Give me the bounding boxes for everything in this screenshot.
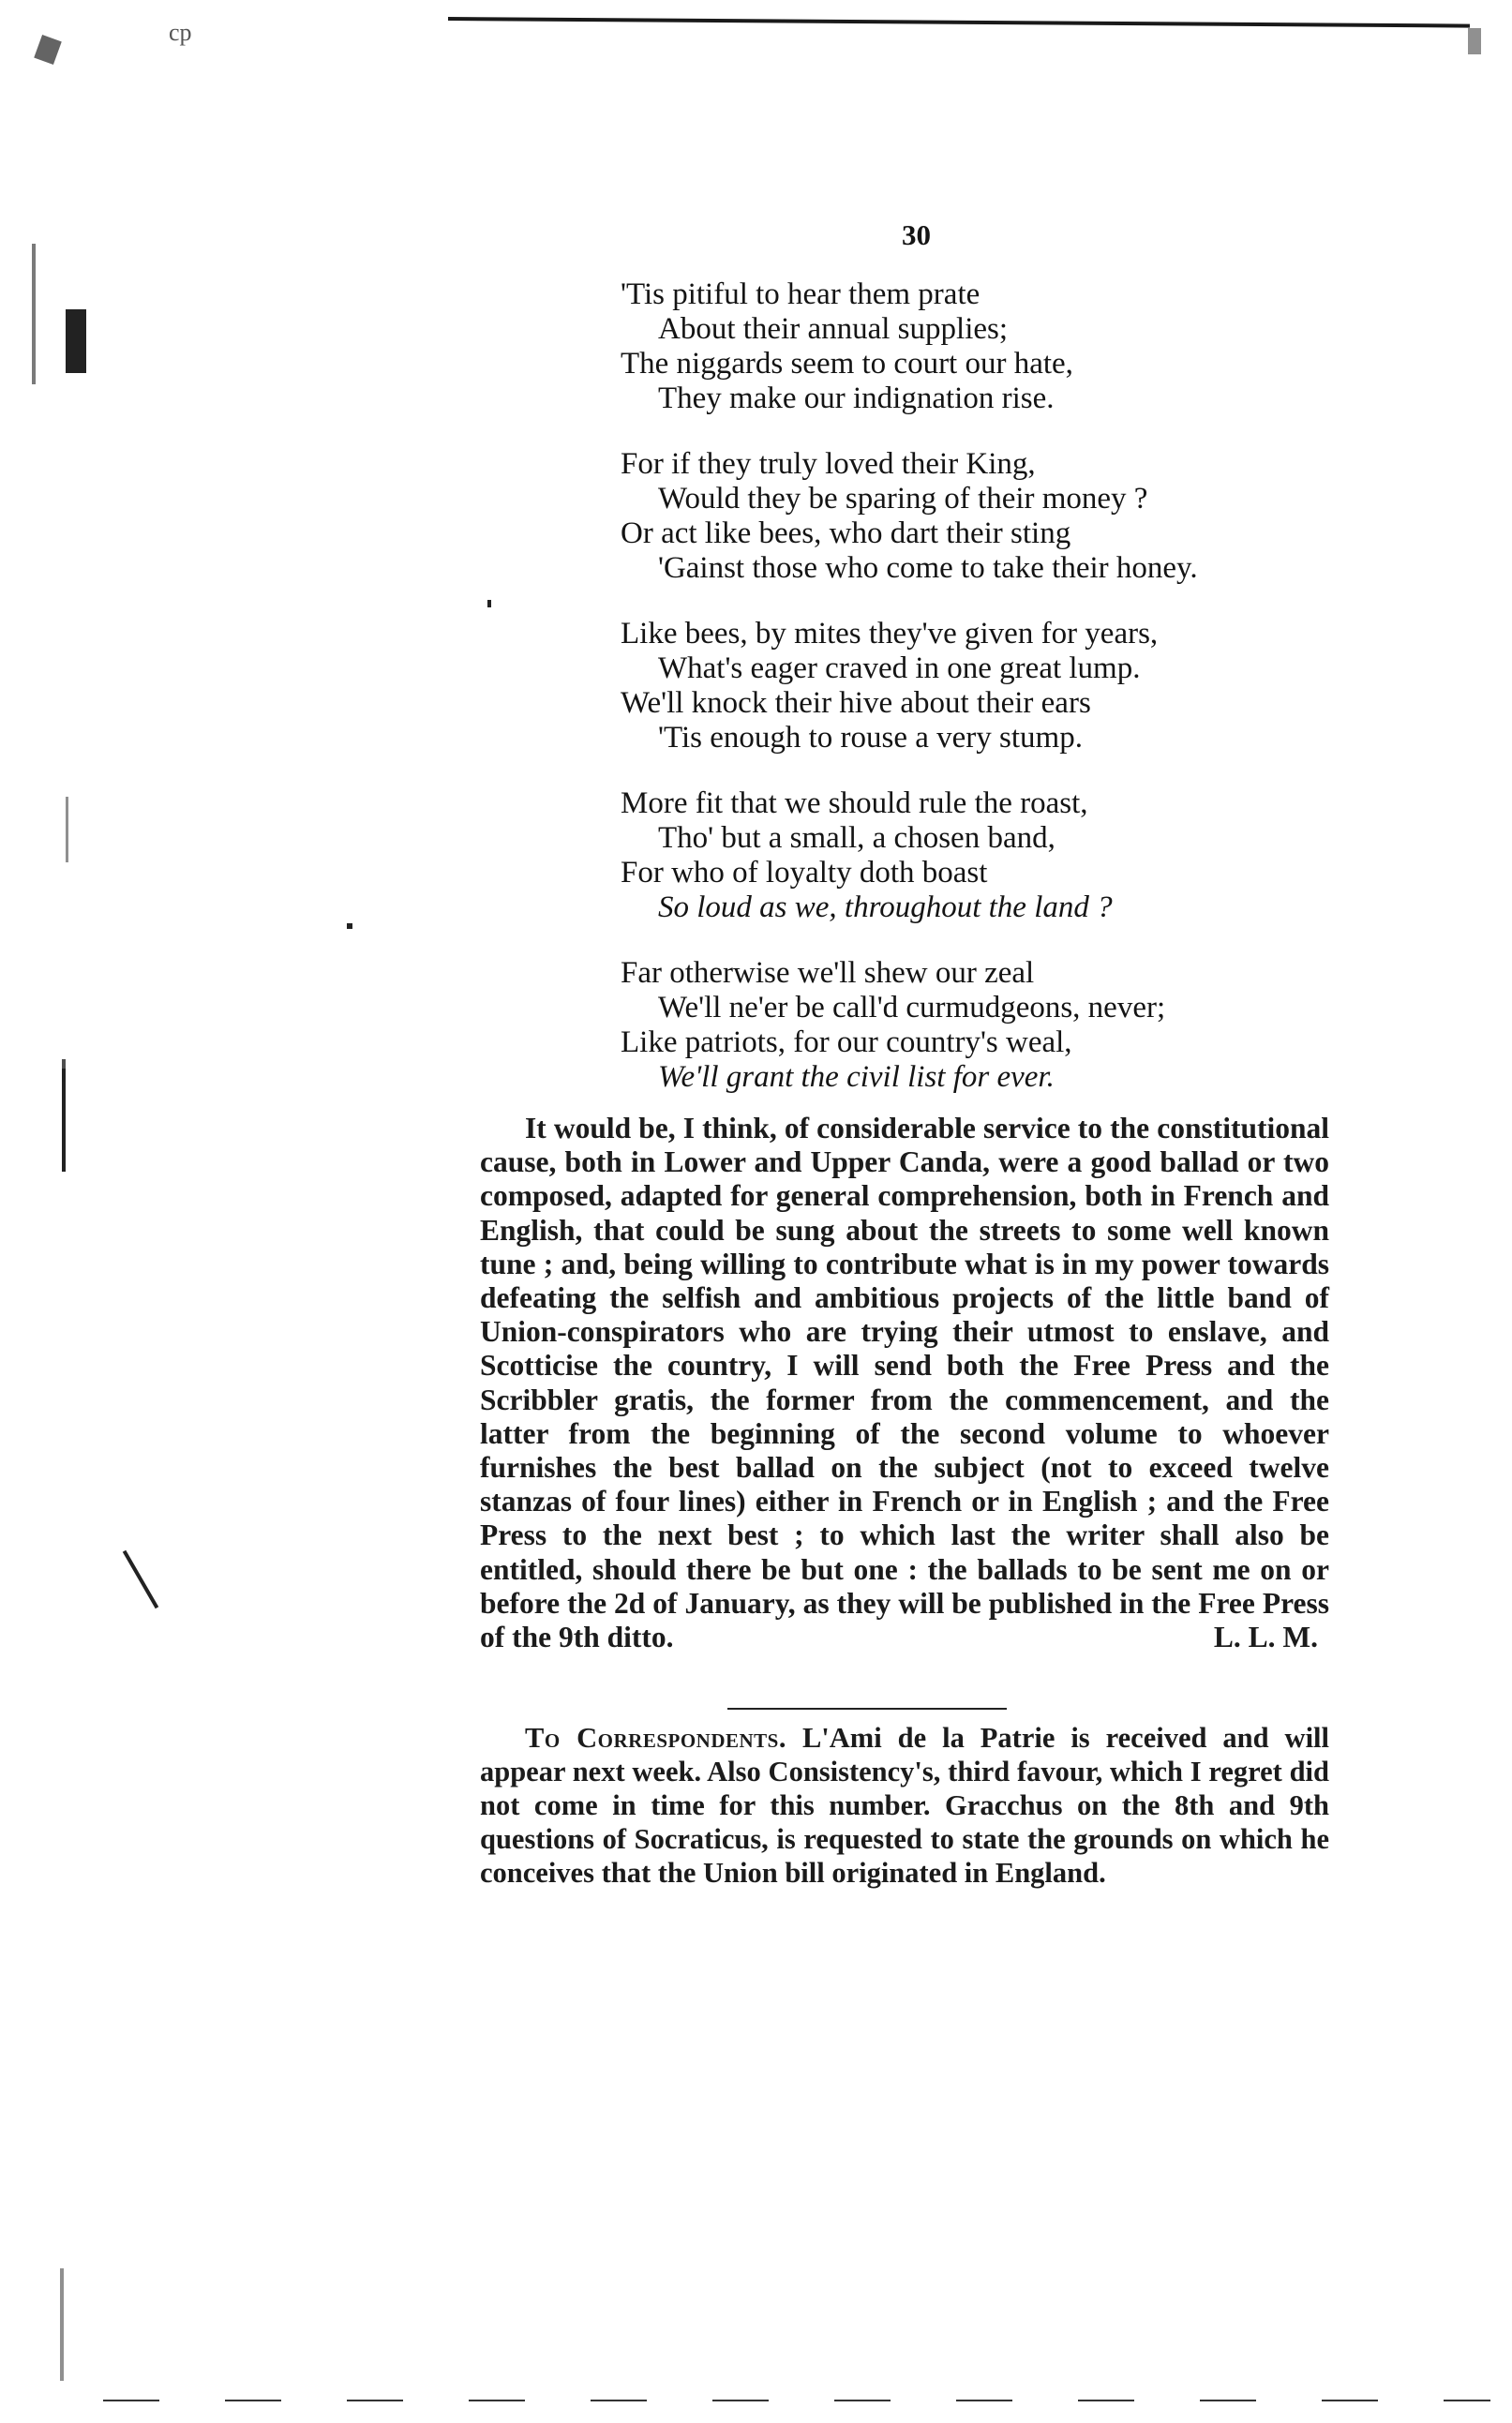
poem-stanza	[621, 277, 1333, 416]
article-paragraph: It would be, I think, of considerable service to the constitutional cause, both in Lower and Upper Canda, were a good ballad or two composed, adapted for general comprehension, both in French and English, that could be sung about the streets to some well known tune ; and, being willing to contribute what is in my power towards defeating the selfish and ambitious projects of the little band of Union-conspirators who are trying their utmost to enslave, and Scotticise the country, I will send both the Free Press and the Scribbler gratis, the former from the commencement, and the latter from the beginning of the second volume to whoever furnishes the best ballad on the subject (not to exceed twelve stanzas of four lines) either in French or in English ; and the Free Press to the next best ; to which last the writer shall also be entitled, should there be but one : the ballads to be sent me on or before the 2d of January, as they will be published in the Free Press of the 9th ditto.	[480, 1112, 1329, 1654]
scan-speck	[487, 600, 491, 607]
correspondents-paragraph	[480, 1721, 1329, 1890]
poem-line: We'll knock their hive about their ears	[621, 686, 1091, 720]
poem-line: We'll ne'er be call'd curmudgeons, never;	[658, 991, 1166, 1025]
scan-speck	[32, 244, 36, 384]
poem-line: About their annual supplies;	[658, 312, 1009, 346]
poem	[621, 277, 1333, 1126]
bottom-scan-edge	[103, 2400, 1490, 2401]
correspondents-heading: To Correspondents.	[525, 1722, 786, 1754]
top-margin-mark: cp	[169, 19, 192, 46]
poem-line: Far otherwise we'll shew our zeal	[621, 956, 1035, 990]
poem-line: 'Tis enough to rouse a very stump.	[658, 721, 1083, 755]
poem-line: Like patriots, for our country's weal,	[621, 1025, 1072, 1059]
poem-line: What's eager craved in one great lump.	[658, 651, 1141, 685]
poem-stanza	[621, 786, 1333, 925]
scan-speck	[123, 1550, 158, 1609]
section-divider	[727, 1708, 1007, 1710]
scan-speck	[66, 309, 86, 373]
poem-line: 'Gainst those who come to take their honey.	[658, 551, 1198, 585]
scan-speck	[66, 797, 68, 862]
scan-speck	[62, 1069, 66, 1172]
page-number: 30	[902, 218, 931, 251]
scan-speck	[60, 2268, 64, 2381]
poem-stanza	[621, 617, 1333, 755]
correspondents-notice	[480, 1721, 1329, 1890]
poem-line: For if they truly loved their King,	[621, 447, 1036, 481]
poem-line: Or act like bees, who dart their sting	[621, 516, 1071, 550]
poem-stanza	[621, 447, 1333, 586]
scan-speck	[347, 923, 352, 929]
top-rule	[448, 17, 1470, 28]
poem-line: We'll grant the civil list for ever.	[658, 1060, 1055, 1094]
scan-speck	[34, 35, 62, 65]
poem-line: Like bees, by mites they've given for years,	[621, 617, 1159, 651]
scan-speck	[1468, 28, 1481, 54]
poem-line: 'Tis pitiful to hear them prate	[621, 277, 981, 311]
poem-line: Would they be sparing of their money ?	[658, 482, 1148, 516]
article-body	[480, 1112, 1329, 1654]
poem-stanza	[621, 956, 1333, 1095]
poem-line: Tho' but a small, a chosen band,	[658, 821, 1055, 855]
correspondents-text: L'Ami de la Patrie is received and will appear next week. Also Consistency's, third favour, which I regret did not come in time for this number. Gracchus on the 8th and 9th questions of Socraticus, is requested to state the grounds on which he conceives that the Union bill originated in England.	[480, 1722, 1329, 1889]
article-signature: L. L. M.	[1213, 1621, 1318, 1654]
scan-speck	[62, 1059, 66, 1082]
poem-line: The niggards seem to court our hate,	[621, 347, 1073, 381]
poem-line: So loud as we, throughout the land ?	[658, 890, 1113, 924]
poem-line: For who of loyalty doth boast	[621, 856, 988, 890]
poem-line: More fit that we should rule the roast,	[621, 786, 1088, 820]
poem-line: They make our indignation rise.	[658, 381, 1055, 415]
